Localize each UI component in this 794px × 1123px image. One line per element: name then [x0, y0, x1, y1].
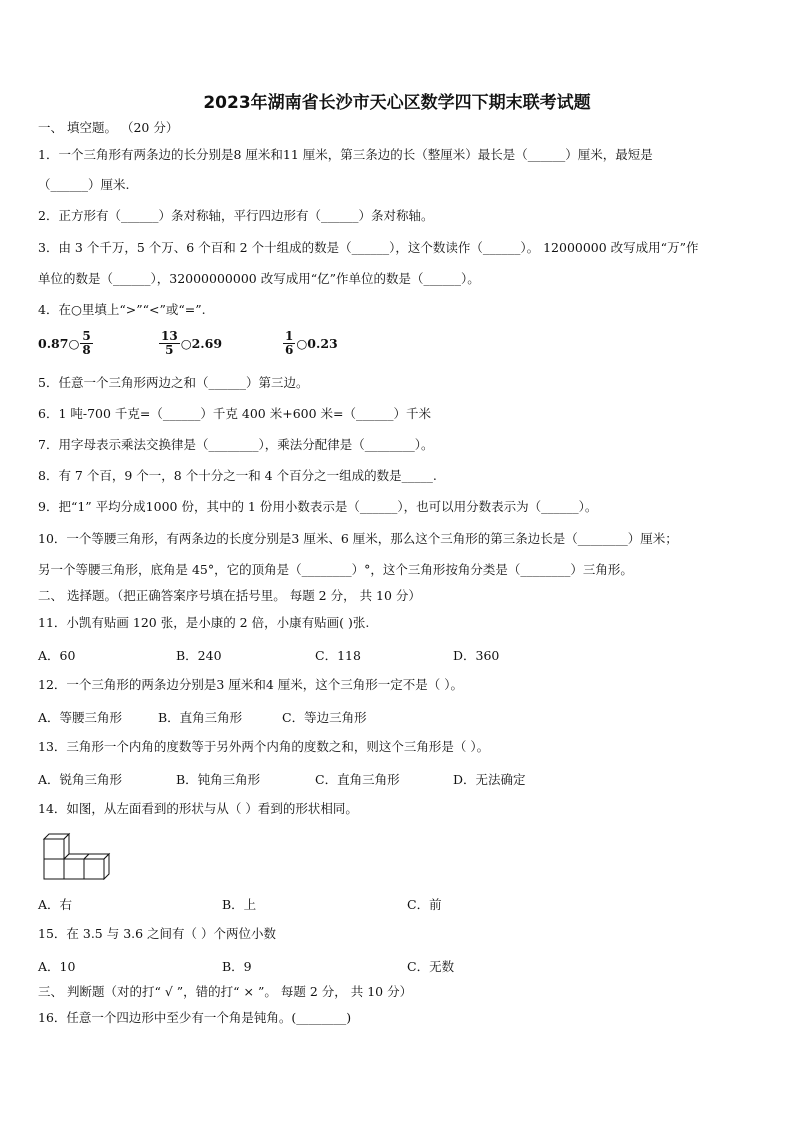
- question-9: 9．把“1” 平均分成1000 份，其中的 1 份用小数表示是（______），也可以用分数表示为（______）。: [38, 499, 598, 514]
- q14-option-c: C．前: [407, 897, 442, 912]
- fraction-denominator: 5: [165, 343, 174, 357]
- compare-c-suffix: ○0.23: [296, 336, 338, 351]
- fraction-numerator: 13: [161, 329, 178, 343]
- compare-a-prefix: 0.87○: [38, 336, 80, 351]
- q11-option-c: C．118: [315, 648, 361, 663]
- question-10-line-2: 另一个等腰三角形，底角是 45°，它的顶角是（________）°，这个三角形按角分类是（________）三角形。: [38, 562, 633, 577]
- right-cube-side-face: [104, 854, 109, 879]
- section-2-heading: 二、 选择题。（把正确答案序号填在括号里。 每题 2 分， 共 10 分）: [38, 588, 421, 603]
- question-2: 2．正方形有（______）条对称轴，平行四边形有（______）条对称轴。: [38, 208, 434, 223]
- q15-option-b: B．9: [222, 959, 252, 974]
- question-3-line-2: 单位的数是（______），32000000000 改写成用“亿”作单位的数是（______）。: [38, 271, 480, 286]
- compare-item-a: [38, 330, 94, 357]
- question-16: 16．任意一个四边形中至少有一个角是钝角。(________): [38, 1010, 352, 1025]
- question-3-line-1: 3．由 3 个千万，5 个万、6 个百和 2 个十组成的数是（______），这个数读作（______）。 12000000 改写成用“万”作: [38, 240, 699, 255]
- fraction-1-6: [283, 330, 295, 357]
- top-cube-front-face: [44, 839, 64, 859]
- fraction-numerator: 5: [82, 329, 91, 343]
- question-15: 15．在 3.5 与 3.6 之间有（ ）个两位小数: [38, 926, 277, 941]
- cube-stack-figure: [38, 832, 112, 880]
- question-6: 6．1 吨-700 千克=（______）千克 400 米+600 米=（______）千米: [38, 406, 431, 421]
- question-4: 4．在○里填上“>”“<”或“=”.: [38, 302, 206, 317]
- question-11: 11．小凯有贴画 120 张，是小康的 2 倍，小康有贴画( )张.: [38, 615, 370, 630]
- question-7: 7．用字母表示乘法交换律是（________），乘法分配律是（________）。: [38, 437, 434, 452]
- q13-option-c: C．直角三角形: [315, 772, 400, 787]
- section-3-heading: 三、 判断题（对的打“ √ ”，错的打“ × ”。 每题 2 分， 共 10 分）: [38, 984, 413, 999]
- q13-option-d: D．无法确定: [453, 772, 526, 787]
- fraction-numerator: 1: [285, 329, 294, 343]
- q11-option-b: B．240: [176, 648, 222, 663]
- page-title: 2023年湖南省长沙市天心区数学四下期末联考试题: [203, 93, 591, 113]
- question-1-line-2: （______）厘米.: [38, 177, 130, 192]
- fraction-denominator: 8: [82, 343, 91, 357]
- q13-option-a: A．锐角三角形: [38, 772, 123, 787]
- fraction-5-8: [80, 330, 92, 357]
- middle-cube-front-face: [64, 859, 84, 879]
- question-8: 8．有 7 个百，9 个一，8 个十分之一和 4 个百分之一组成的数是_____.: [38, 468, 437, 483]
- q13-option-b: B．钝角三角形: [176, 772, 261, 787]
- q12-option-a: A．等腰三角形: [38, 710, 123, 725]
- section-1-heading: 一、 填空题。 （20 分）: [38, 120, 179, 135]
- question-14: 14．如图，从左面看到的形状与从（ ）看到的形状相同。: [38, 801, 358, 816]
- q11-option-d: D．360: [453, 648, 500, 663]
- question-13: 13．三角形一个内角的度数等于另外两个内角的度数之和，则这个三角形是（ ）。: [38, 739, 490, 754]
- question-12: 12．一个三角形的两条边分别是3 厘米和4 厘米，这个三角形一定不是（ ）。: [38, 677, 463, 692]
- q12-option-c: C．等边三角形: [282, 710, 367, 725]
- left-cube-front-face: [44, 859, 64, 879]
- question-5: 5．任意一个三角形两边之和（______）第三边。: [38, 375, 309, 390]
- q11-option-a: A．60: [38, 648, 76, 663]
- question-1-line-1: 1．一个三角形有两条边的长分别是8 厘米和11 厘米，第三条边的长（整厘米）最长是（______）厘米，最短是: [38, 147, 653, 162]
- q15-option-a: A．10: [38, 959, 76, 974]
- q14-option-a: A．右: [38, 897, 73, 912]
- right-cube-front-face: [84, 859, 104, 879]
- question-10-line-1: 10．一个等腰三角形，有两条边的长度分别是3 厘米、6 厘米，那么这个三角形的第三条边长是（________）厘米；: [38, 531, 678, 546]
- fraction-denominator: 6: [285, 343, 294, 357]
- compare-b-suffix: ○2.69: [180, 336, 223, 351]
- fraction-13-5: [159, 330, 180, 357]
- q12-option-b: B．直角三角形: [158, 710, 243, 725]
- q15-option-c: C．无数: [407, 959, 455, 974]
- compare-item-c: [282, 330, 338, 357]
- compare-item-b: [158, 330, 222, 357]
- q14-option-b: B．上: [222, 897, 257, 912]
